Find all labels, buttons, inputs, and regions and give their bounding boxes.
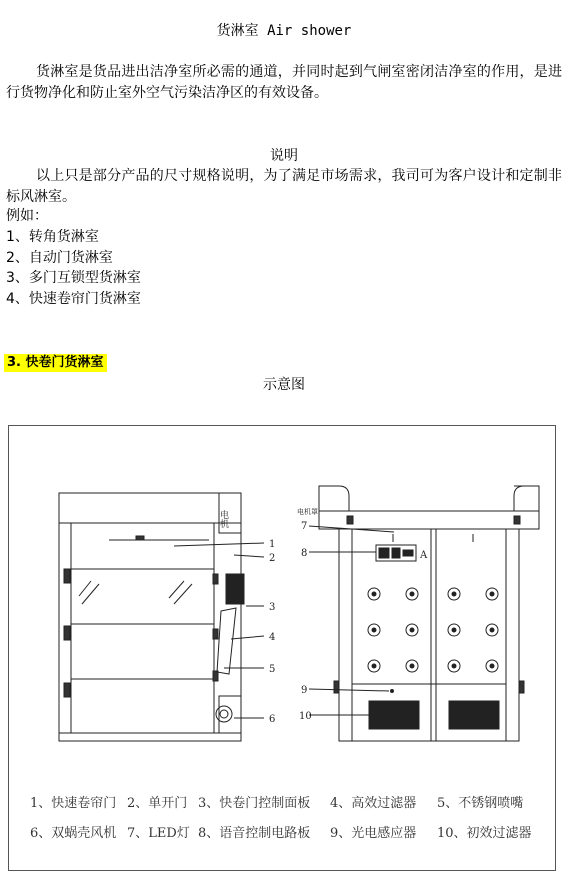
- callout-6: 6: [269, 714, 276, 725]
- legend-item: 3、快卷门控制面板: [198, 796, 311, 811]
- door-control-panel: [226, 574, 244, 604]
- note-paragraph: 以上只是部分产品的尺寸规格说明，为了满足市场需求，我司可为客户设计和定制非标风淋室。: [6, 168, 562, 205]
- legend-item: 9、光电感应器: [330, 826, 417, 841]
- callout-1: 1: [269, 539, 276, 550]
- intro-paragraph: 货淋室是货品进出洁净室所必需的通道，并同时起到气闸室密闭洁净室的作用，是进行货物净化和防止室外空气污染洁净区的有效设备。: [6, 64, 562, 101]
- motor-housing-label: 电机罩: [297, 508, 318, 516]
- motor-housing-right: [514, 486, 539, 511]
- legend-item: 10、初效过滤器: [437, 826, 532, 841]
- callout-4: 4: [269, 632, 276, 643]
- callout-10: 10: [299, 711, 312, 722]
- callout-5: 5: [269, 664, 276, 675]
- section-badge: 3. 快卷门货淋室: [4, 354, 107, 372]
- legend-item: 6、双蜗壳风机: [30, 826, 117, 841]
- example-item: 3、多门互锁型货淋室: [6, 270, 141, 286]
- panel-letter: A: [420, 550, 428, 561]
- diagram-title: 示意图: [263, 377, 305, 393]
- callout-3: 3: [269, 602, 276, 613]
- callout-2: 2: [269, 553, 276, 564]
- nozzle-grid: [368, 588, 498, 672]
- callout-9: 9: [301, 685, 308, 696]
- legend-item: 5、不锈钢喷嘴: [437, 796, 524, 811]
- example-item: 2、自动门货淋室: [6, 250, 113, 266]
- door-window: [71, 569, 214, 624]
- motor-housing-left: [319, 486, 349, 511]
- left-top-frame: [59, 493, 219, 523]
- motor-box-label: 电机: [218, 510, 228, 528]
- callout-8: 8: [301, 548, 308, 559]
- page-title: 货淋室 Air shower: [216, 23, 352, 39]
- legend-item: 4、高效过滤器: [330, 796, 417, 811]
- note-heading: 说明: [270, 148, 298, 164]
- blower-fan: [216, 706, 232, 722]
- legend-item: 1、快速卷帘门: [30, 796, 117, 811]
- examples-label: 例如：: [6, 208, 48, 224]
- legend-item: 7、LED灯: [127, 826, 190, 841]
- example-item: 1、转角货淋室: [6, 229, 99, 245]
- legend-item: 8、语音控制电路板: [198, 826, 311, 841]
- prefilter-right: [449, 701, 499, 729]
- legend-item: 2、单开门: [127, 796, 188, 811]
- example-item: 4、快速卷帘门货淋室: [6, 291, 141, 307]
- callout-7: 7: [301, 521, 308, 532]
- prefilter-left: [369, 701, 419, 729]
